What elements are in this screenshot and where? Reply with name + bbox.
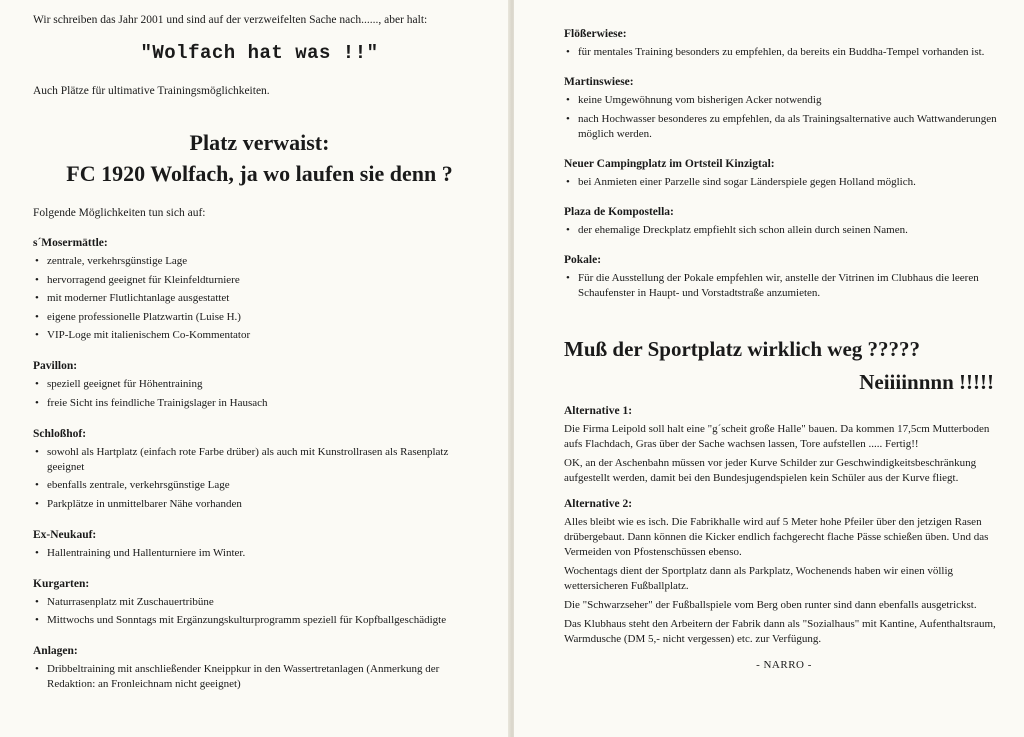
- list-item: • sowohl als Hartplatz (einfach rote Farbe drüber) als auch mit Kunstrollrasen als Rasenplatz geeignet: [33, 445, 486, 475]
- list-item: • zentrale, verkehrsgünstige Lage: [33, 254, 486, 269]
- bullet-list: [33, 662, 486, 692]
- left-page: [0, 0, 510, 737]
- right-page: [514, 0, 1024, 737]
- list-item: • hervorragend geeignet für Kleinfeldturniere: [33, 273, 486, 288]
- bullet-list: [33, 377, 486, 411]
- left-sections: [33, 237, 486, 692]
- section-title: Pavillon:: [33, 360, 78, 372]
- list-item: • Dribbeltraining mit anschließender Kneippkur in den Wassertretanlagen (Anmerkung der Redaktion: an Fronleichnam nicht geeignet): [33, 662, 486, 692]
- section: [33, 237, 486, 343]
- section-title: s´Mosermättle:: [33, 237, 108, 249]
- headline: [33, 127, 486, 189]
- list-item: • Parkplätze in unmittelbarer Nähe vorhanden: [33, 497, 486, 512]
- section: [564, 206, 1004, 238]
- bullet-list: [33, 546, 486, 561]
- alternative-2-para: Wochentags dient der Sportplatz dann als Parkplatz, Wochenends haben wir einen völlig wettersicheren Fußballplatz.: [564, 564, 954, 592]
- section-title: Schloßhof:: [33, 427, 87, 440]
- list-item: • ebenfalls zentrale, verkehrsgünstige Lage: [33, 478, 486, 493]
- intro-text: Wir schreiben das Jahr 2001 und sind auf der verzweifelten Sache nach......, aber halt:: [33, 14, 428, 26]
- section-title: Neuer Campingplatz im Ortsteil Kinzigtal:: [564, 157, 775, 170]
- headline-line-2: FC 1920 Wolfach, ja wo laufen sie denn ?: [66, 161, 453, 186]
- section: [564, 28, 1004, 60]
- section-title: Anlagen:: [33, 645, 78, 657]
- bullet-list: [33, 445, 486, 512]
- list-item: • VIP-Loge mit italienischem Co-Kommentator: [33, 328, 486, 343]
- bullet-list: [564, 93, 1004, 142]
- section: [33, 529, 486, 561]
- alternative-1-para: OK, an der Aschenbahn müssen vor jeder Kurve Schilder zur Geschwindigkeitsbeschränkung aufgestellt werden, damit bei den Bundesjugendspielen kein Schüler aus der Kurve fliegt.: [564, 456, 977, 484]
- answer-heading: Neiiiinnnn !!!!!: [859, 369, 994, 394]
- alternative-2-para: Alles bleibt wie es isch. Die Fabrikhalle wird auf 5 Meter hohe Pfeiler über den jetzigen Rasen drübergebaut. Dann können die Kicker endlich fachgerecht flache Pässe schießen üben. Und das Vermeiden von Pfostenschüssen ebenso.: [564, 515, 989, 558]
- list-item: • speziell geeignet für Höhentraining: [33, 377, 486, 392]
- list-item: • nach Hochwasser besonderes zu empfehlen, da als Trainingsalternative auch Wattwanderungen möglich werden.: [564, 112, 1004, 142]
- lead-text: Folgende Möglichkeiten tun sich auf:: [33, 207, 206, 219]
- headline-line-1: Platz verwaist:: [189, 130, 330, 155]
- section: [33, 645, 486, 692]
- section-title: Ex-Neukauf:: [33, 528, 97, 541]
- alternative-1-para: Die Firma Leipold soll halt eine "g´scheit große Halle" bauen. Da kommen 17,5cm Mutterboden aufs Flachdach, Gras über der Sache wachsen lassen, Tore aufstellen ..... Fertig!!: [564, 422, 990, 450]
- list-item: • Mittwochs und Sonntags mit Ergänzungskulturprogramm speziell für Kopfballgeschädigte: [33, 613, 486, 628]
- alternative-2-para: Das Klubhaus steht den Arbeitern der Fabrik dann als "Sozialhaus" mit Kantine, Aufenthaltsraum, Warmdusche (DM 5,- nicht vergessen) etc. zur Verfügung.: [564, 617, 996, 645]
- list-item: • bei Anmieten einer Parzelle sind sogar Länderspiele gegen Holland möglich.: [564, 175, 1004, 190]
- list-item: • Hallentraining und Hallenturniere im Winter.: [33, 546, 486, 561]
- alternative-2: [564, 498, 1004, 647]
- subtitle: Auch Plätze für ultimative Trainingsmöglichkeiten.: [33, 85, 270, 97]
- list-item: • freie Sicht ins feindliche Trainigslager in Hausach: [33, 396, 486, 411]
- bullet-list: [33, 254, 486, 343]
- section-title: Kurgarten:: [33, 577, 90, 590]
- alternative-1: [564, 405, 1004, 486]
- bullet-list: [564, 45, 1004, 60]
- bullet-list: [564, 223, 1004, 238]
- bullet-list: [564, 271, 1004, 301]
- alternative-2-para: Die "Schwarzseher" der Fußballspiele vom Berg oben runter sind dann ebenfalls ausgetrickst.: [564, 598, 977, 611]
- question-heading: Muß der Sportplatz wirklich weg ?????: [564, 336, 921, 361]
- section-title: Flößerwiese:: [564, 28, 627, 40]
- list-item: • Naturrasenplatz mit Zuschauertribüne: [33, 595, 486, 610]
- section: [564, 158, 1004, 190]
- list-item: • keine Umgewöhnung vom bisherigen Acker notwendig: [564, 93, 1004, 108]
- alternative-1-title: Alternative 1:: [564, 404, 633, 417]
- list-item: • mit moderner Flutlichtanlage ausgestattet: [33, 291, 486, 306]
- section-title: Martinswiese:: [564, 76, 634, 88]
- section: [33, 360, 486, 411]
- right-sections: [564, 28, 1004, 301]
- section: [33, 578, 486, 629]
- signature: - NARRO -: [756, 658, 812, 671]
- list-item: • für mentales Training besonders zu empfehlen, da bereits ein Buddha-Tempel vorhanden ist.: [564, 45, 1004, 60]
- list-item: • eigene professionelle Platzwartin (Luise H.): [33, 310, 486, 325]
- list-item: • Für die Ausstellung der Pokale empfehlen wir, anstelle der Vitrinen im Clubhaus die leeren Schaufenster in Haupt- und Vorstadtstraße anzumieten.: [564, 271, 1004, 301]
- section-title: Plaza de Kompostella:: [564, 205, 674, 218]
- alternative-2-title: Alternative 2:: [564, 497, 633, 510]
- bullet-list: [564, 175, 1004, 190]
- list-item: • der ehemalige Dreckplatz empfiehlt sich schon allein durch seinen Namen.: [564, 223, 1004, 238]
- section: [564, 254, 1004, 301]
- section: [564, 76, 1004, 142]
- motto: "Wolfach hat was !!": [140, 42, 379, 64]
- section-title: Pokale:: [564, 253, 602, 266]
- section: [33, 428, 486, 512]
- bullet-list: [33, 595, 486, 629]
